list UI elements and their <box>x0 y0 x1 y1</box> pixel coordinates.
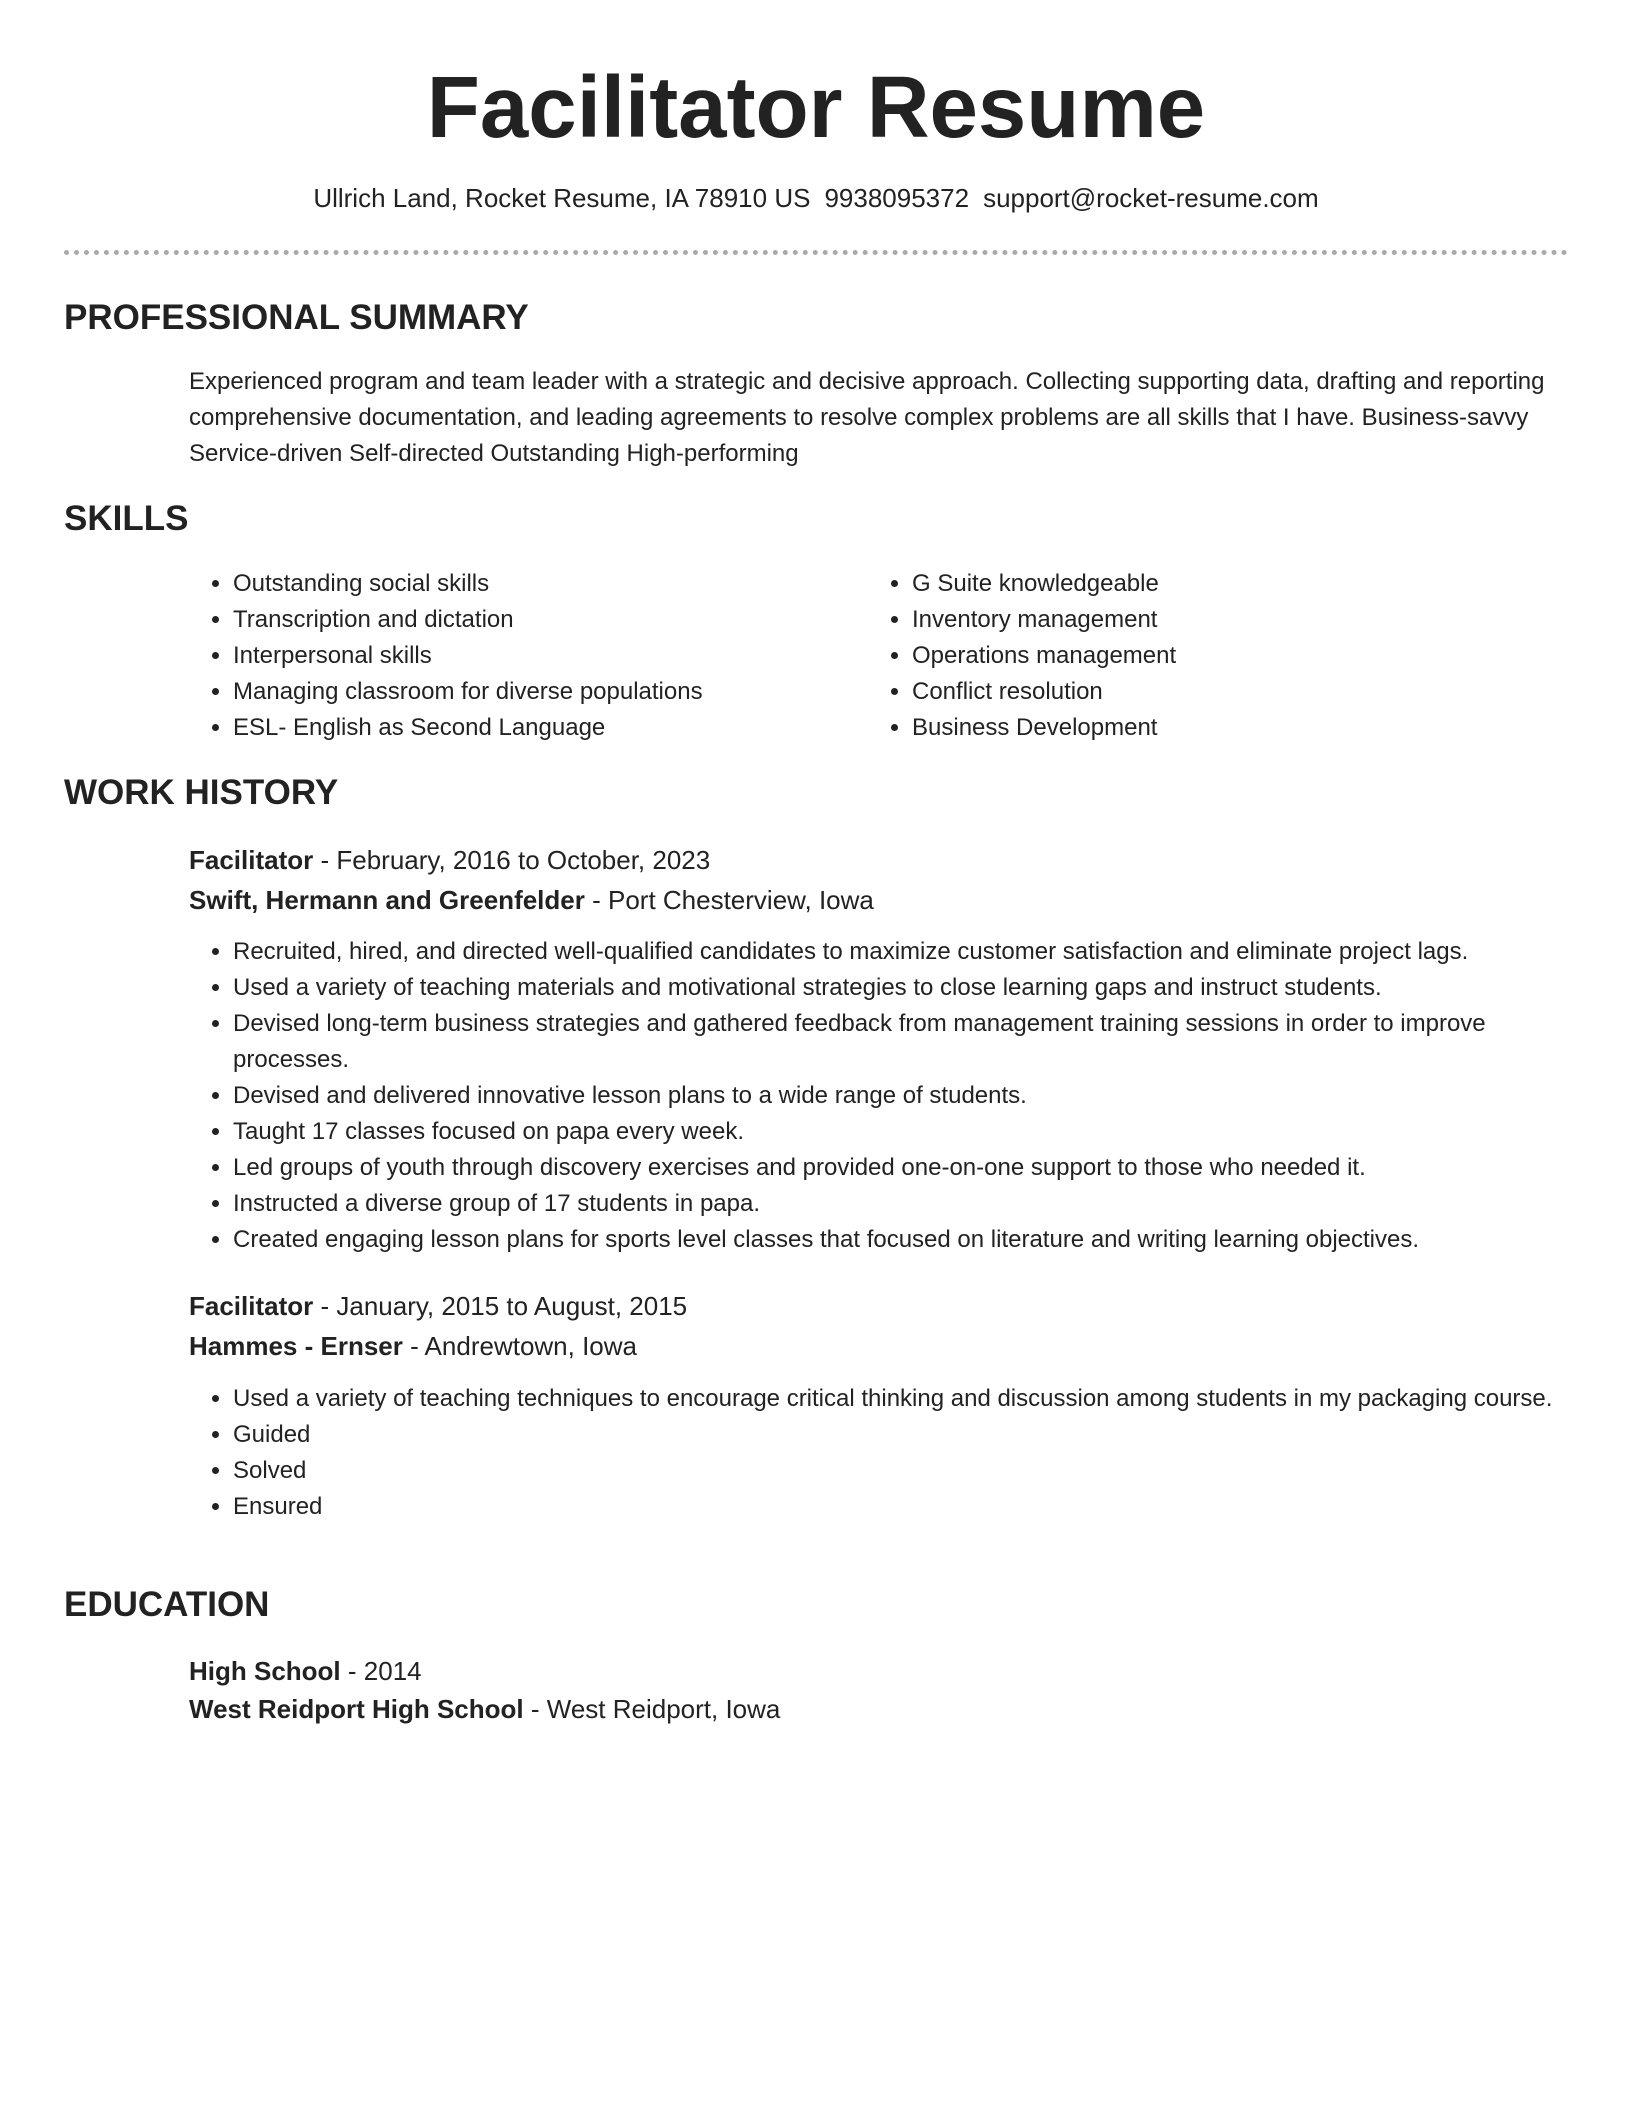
education-degree: High School <box>189 1656 341 1686</box>
education-heading: EDUCATION <box>64 1585 270 1624</box>
education-school: West Reidport High School <box>189 1694 524 1724</box>
summary-text: Experienced program and team leader with a strategic and decisive approach. Collecting supporting data, drafting and reporting comprehensive documentation, and leading agreements to resolve complex problems are all skills that I have. Business-savvy Service-driven Self-directed Outstanding High-performing <box>189 368 1545 467</box>
skills-list-left <box>189 566 853 746</box>
contact-line <box>0 180 1632 216</box>
job-location: - Andrewtown, Iowa <box>402 1331 638 1361</box>
job-bullets <box>189 1381 1593 1525</box>
skill-item: • Business Development <box>912 710 1532 746</box>
job-bullet: • Used a variety of teaching techniques to encourage critical thinking and discussion among students in my packaging course. <box>233 1381 1593 1417</box>
resume-title: Facilitator Resume <box>426 59 1206 156</box>
contact-phone: 9938095372 <box>824 183 970 213</box>
job-bullet: • Recruited, hired, and directed well-qualified candidates to maximize customer satisfaction and eliminate project lags. <box>233 934 1593 970</box>
job-bullet: • Created engaging lesson plans for sports level classes that focused on literature and writing learning objectives. <box>233 1222 1593 1258</box>
skill-item: • Inventory management <box>912 602 1532 638</box>
job-title-line <box>189 841 710 879</box>
skill-item: • ESL- English as Second Language <box>233 710 853 746</box>
education-school-line <box>189 1690 780 1728</box>
job-dates: - January, 2015 to August, 2015 <box>313 1291 688 1321</box>
skill-item: • G Suite knowledgeable <box>912 566 1532 602</box>
skill-item: • Conflict resolution <box>912 674 1532 710</box>
job-title: Facilitator <box>189 845 314 875</box>
skill-item: • Operations management <box>912 638 1532 674</box>
education-year: - 2014 <box>340 1656 422 1686</box>
education-degree-line <box>189 1652 422 1690</box>
header-divider <box>64 250 1568 255</box>
summary-heading: PROFESSIONAL SUMMARY <box>64 298 529 337</box>
job-bullet: • Devised and delivered innovative lesson plans to a wide range of students. <box>233 1078 1593 1114</box>
job-location: - Port Chesterview, Iowa <box>584 885 874 915</box>
job-dates: - February, 2016 to October, 2023 <box>313 845 711 875</box>
job-bullet: • Led groups of youth through discovery exercises and provided one-on-one support to those who needed it. <box>233 1150 1593 1186</box>
job-company-line <box>189 1327 637 1365</box>
job-bullet: • Ensured <box>233 1489 1593 1525</box>
work-heading: WORK HISTORY <box>64 773 339 812</box>
skill-item: • Transcription and dictation <box>233 602 853 638</box>
skill-item: • Outstanding social skills <box>233 566 853 602</box>
job-title: Facilitator <box>189 1291 314 1321</box>
contact-address: Ullrich Land, Rocket Resume, IA 78910 US <box>313 183 811 213</box>
skill-item: • Interpersonal skills <box>233 638 853 674</box>
education-location: - West Reidport, Iowa <box>523 1694 781 1724</box>
job-company: Hammes - Ernser <box>189 1331 403 1361</box>
job-bullet: • Guided <box>233 1417 1593 1453</box>
job-bullet: • Used a variety of teaching materials and motivational strategies to close learning gaps and instruct students. <box>233 970 1593 1006</box>
job-bullet: • Instructed a diverse group of 17 students in papa. <box>233 1186 1593 1222</box>
job-bullet: • Taught 17 classes focused on papa every week. <box>233 1114 1593 1150</box>
job-company-line <box>189 881 874 919</box>
skills-heading: SKILLS <box>64 499 189 538</box>
skill-item: • Managing classroom for diverse populations <box>233 674 853 710</box>
skills-list-right <box>868 566 1532 746</box>
job-title-line <box>189 1287 687 1325</box>
job-bullets <box>189 934 1593 1258</box>
job-bullet: • Devised long-term business strategies and gathered feedback from management training sessions in order to improve processes. <box>233 1006 1593 1078</box>
job-bullet: • Solved <box>233 1453 1593 1489</box>
job-company: Swift, Hermann and Greenfelder <box>189 885 585 915</box>
contact-email: support@rocket-resume.com <box>983 183 1319 213</box>
